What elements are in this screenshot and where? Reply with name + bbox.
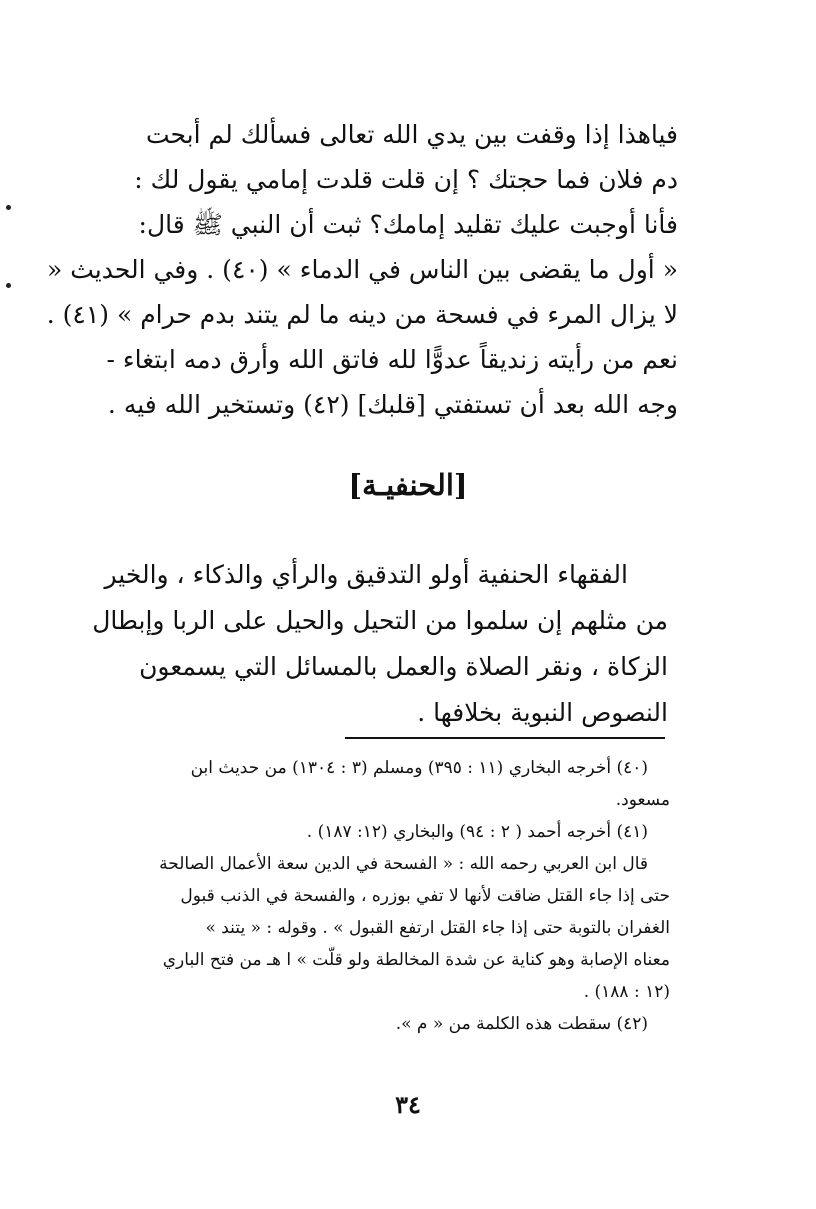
footnotes <box>130 752 670 1040</box>
footnote-41-line-5: معناه الإصابة وهو كناية عن شدة المخالطة ولو قلّت » ا هـ من فتح الباري <box>162 950 670 970</box>
main-line-5: لا يزال المرء في فسحة من دينه ما لم يتند بدم حرام » (٤١) . <box>46 300 678 329</box>
margin-dot-mark <box>6 283 11 288</box>
footnote-40-line-2: مسعود. <box>615 790 670 810</box>
footnote-40-line-1: (٤٠) أخرجه البخاري (١١ : ٣٩٥) ومسلم (٣ : ١٣٠٤) من حديث ابن <box>190 758 648 778</box>
main-line-2: دم فلان فما حجتك ؟ إن قلت قلدت إمامي يقول لك : <box>134 165 678 194</box>
page-number-text: ٣٤ <box>395 1090 421 1119</box>
hanafi-line-4: النصوص النبوية بخلافها . <box>417 698 668 727</box>
main-line-7: وجه الله بعد أن تستفتي [قلبك] (٤٢) وتستخير الله فيه . <box>107 390 678 419</box>
section-heading-text: [الحنفيـة] <box>348 468 468 502</box>
main-line-1: فياهذا إذا وقفت بين يدي الله تعالى فسألك لم أبحت <box>145 120 678 149</box>
section-heading <box>0 468 816 502</box>
hanafi-line-2: من مثلهم إن سلموا من التحيل والحيل على الربا وإبطال <box>92 606 668 635</box>
hanafi-paragraph <box>92 552 668 736</box>
main-line-4: « أول ما يقضى بين الناس في الدماء » (٤٠) . وفي الحديث « <box>46 255 678 284</box>
hanafi-line-1: الفقهاء الحنفية أولو التدقيق والرأي والذكاء ، والخير <box>104 560 628 589</box>
footnote-42-line-1: (٤٢) سقطت هذه الكلمة من « م ». <box>395 1014 648 1034</box>
footnote-41-line-4: الغفران بالتوبة حتى إذا جاء القتل ارتفع القبول » . وقوله : « يتند » <box>205 918 670 938</box>
page-number <box>0 1090 816 1119</box>
main-line-6: نعم من رأيته زنديقاً عدوًّا لله فاتق الله وأرق دمه ابتغاء - <box>106 345 678 374</box>
footnote-41-line-6: (١٢ : ١٨٨) . <box>583 982 670 1002</box>
hanafi-line-3: الزكاة ، ونقر الصلاة والعمل بالمسائل التي يسمعون <box>139 652 668 681</box>
footnote-41-line-2: قال ابن العربي رحمه الله : « الفسحة في الدين سعة الأعمال الصالحة <box>159 854 648 874</box>
main-paragraph <box>46 112 678 427</box>
margin-dot-mark <box>6 205 11 210</box>
footnote-41-line-3: حتى إذا جاء القتل ضاقت لأنها لا تفي بوزره ، والفسحة في الذنب قبول <box>180 886 670 906</box>
footnote-divider <box>345 737 665 739</box>
main-line-3: فأنا أوجبت عليك تقليد إمامك؟ ثبت أن النبي ﷺ قال: <box>138 210 678 239</box>
footnote-41-line-1: (٤١) أخرجه أحمد ( ٢ : ٩٤) والبخاري (١٢: ١٨٧) . <box>306 822 648 842</box>
